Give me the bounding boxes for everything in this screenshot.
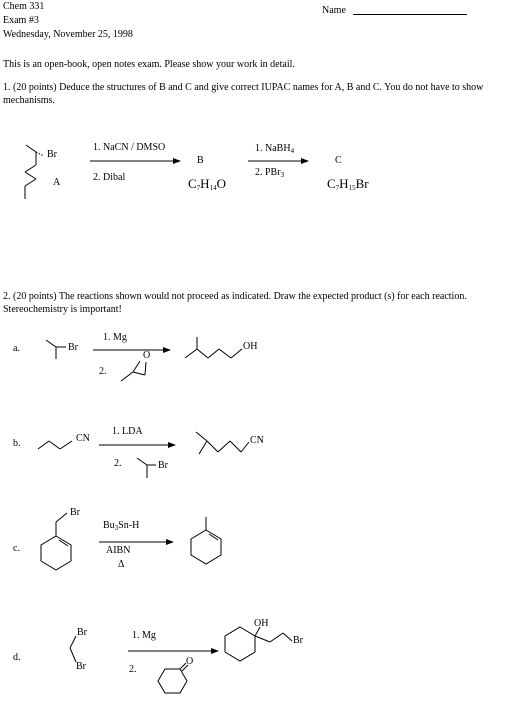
q1-reagent-1b: 2. Dibal (93, 172, 126, 183)
exam-number: Exam #3 (3, 15, 39, 26)
q2c-reagent-3: Δ (118, 559, 125, 570)
q1-compound-a-br: Br (47, 149, 57, 160)
q2d-label: d. (13, 652, 21, 663)
q2a-sm-br: Br (68, 342, 78, 353)
q2d-ketone-o: O (186, 656, 194, 667)
q2a-isopropyl-bromide (46, 340, 66, 359)
q2a-reagent-2: 2. (99, 366, 107, 377)
q2b-product-cn: CN (250, 435, 264, 446)
q2d-product (225, 627, 292, 661)
q2b-butyronitrile (38, 441, 72, 449)
q2c-bromomethylcyclohexene (41, 513, 71, 570)
q1-label-c: C (335, 155, 342, 166)
q2d-cyclohexanone (158, 663, 188, 693)
q2d-reagent-2: 2. (129, 664, 137, 675)
q2a-label: a. (13, 343, 20, 354)
q2b-sm-cn: CN (76, 433, 90, 444)
q2b-reagent-2: 2. (114, 458, 122, 469)
q2c-reagent-1: $Bu_3Sn-H$ (103, 520, 140, 532)
q1-compound-a-structure (25, 145, 44, 199)
q2a-product-chain (185, 337, 242, 358)
q2b-product-chain (196, 432, 249, 454)
q2a-reagent-1: 1. Mg (103, 332, 127, 343)
exam-date: Wednesday, November 25, 1998 (3, 29, 133, 40)
course-title: Chem 331 (3, 1, 45, 12)
q1-reagent-2a: 1. NaBH$_4$ (255, 143, 295, 155)
q2-prompt: 2. (20 points) The reactions shown would not proceed as indicated. Draw the expected product (s) for each reaction. Stereochemistry is important! (3, 291, 467, 315)
q1-label-b: B (197, 155, 204, 166)
q2c-sm-br: Br (70, 507, 80, 518)
q2d-reagent-1: 1. Mg (132, 630, 156, 641)
name-label: Name (322, 5, 346, 16)
q1-reagent-2b: 2. PBr$_3$ (255, 167, 285, 179)
q2c-label: c. (13, 543, 20, 554)
instructions: This is an open-book, open notes exam. Please show your work in detail. (3, 59, 295, 70)
q1-prompt: 1. (20 points) Deduce the structures of B and C and give correct IUPAC names for A, B and C. You do not have to show mechanisms. (3, 82, 484, 106)
q1-label-a: A (53, 177, 61, 188)
q2a-product-oh: OH (243, 341, 258, 352)
q2d-sm-br2: Br (76, 661, 86, 672)
q2d-product-oh: OH (254, 618, 269, 629)
q1-formula-b: C7H14O (188, 176, 226, 192)
q2d-dibromoethane (70, 636, 76, 662)
q2a-epoxide-o: O (143, 350, 151, 361)
q1-formula-c: C7H15Br (327, 176, 369, 192)
q1-reagent-1a: 1. NaCN / DMSO (93, 142, 166, 153)
q2c-reagent-2: AIBN (106, 545, 131, 556)
q2b-reagent-br: Br (158, 460, 168, 471)
q2b-label: b. (13, 438, 21, 449)
q2d-sm-br1: Br (77, 627, 87, 638)
q2b-reagent-1: 1. LDA (112, 426, 143, 437)
q2c-product-methylcyclohexene (191, 517, 221, 564)
q2b-isopropyl-bromide (137, 458, 156, 478)
q2d-product-br: Br (293, 635, 303, 646)
q2a-epoxide (121, 361, 146, 381)
